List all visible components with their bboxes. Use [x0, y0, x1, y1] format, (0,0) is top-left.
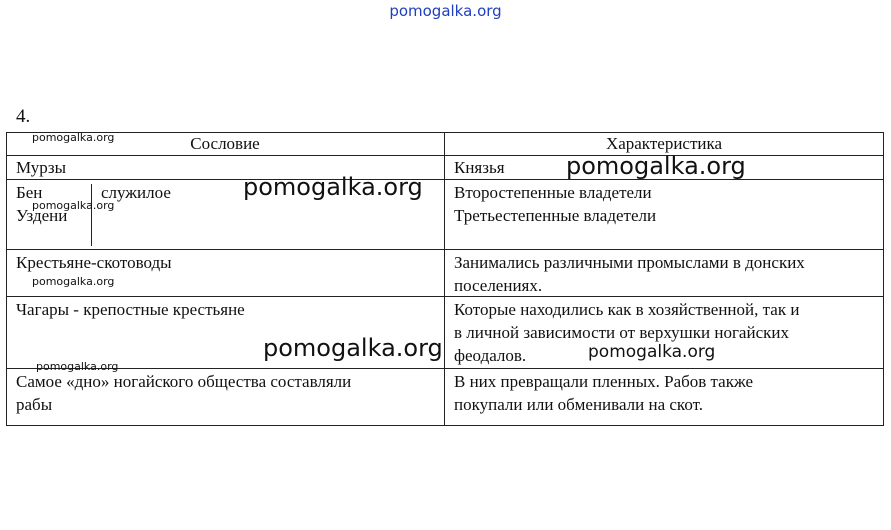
table-divider [6, 179, 884, 180]
watermark: pomogalka.org [588, 342, 716, 362]
table-cell: Князья [454, 158, 505, 177]
table-cell: Крестьяне-скотоводы [16, 253, 172, 272]
table-cell: Третьестепенные владетели [454, 206, 657, 225]
table-border-left [6, 132, 7, 426]
watermark: pomogalka.org [566, 152, 746, 180]
table-column-divider [444, 132, 445, 426]
table-cell: Которые находились как в хозяйственной, так и [454, 300, 800, 319]
table-cell: покупали или обменивали на скот. [454, 395, 703, 414]
table-cell: феодалов. [454, 346, 527, 365]
table-border-bottom [6, 425, 884, 426]
table-cell: служилое [101, 183, 171, 202]
subcell-divider [91, 184, 92, 246]
watermark: pomogalka.org [263, 334, 443, 362]
table-cell: в личной зависимости от верхушки ногайских [454, 323, 789, 342]
table-divider [6, 249, 884, 250]
table-cell: рабы [16, 395, 53, 414]
table-cell: Самое «дно» ногайского общества составляли [16, 372, 352, 391]
table-divider [6, 296, 884, 297]
table-cell: Уздени [16, 206, 68, 225]
table-cell: Бен [16, 183, 43, 202]
table-cell: В них превращали пленных. Рабов также [454, 372, 754, 391]
watermark: pomogalka.org [36, 360, 119, 373]
table-border-right [883, 132, 884, 426]
watermark: pomogalka.org [32, 199, 115, 212]
table-divider [6, 368, 884, 369]
estates-table [6, 132, 884, 426]
watermark-top: pomogalka.org [389, 2, 502, 20]
table-cell: Чагары - крепостные крестьяне [16, 300, 245, 319]
watermark: pomogalka.org [32, 275, 115, 288]
watermark: pomogalka.org [243, 173, 423, 201]
table-cell: Мурзы [16, 158, 67, 177]
table-divider [6, 155, 884, 156]
table-cell: поселениях. [454, 276, 543, 295]
header-estate: Сословие [190, 134, 260, 153]
header-characteristic: Характеристика [605, 134, 723, 153]
table-cell: Второстепенные владетели [454, 183, 652, 202]
table-cell: Занимались различными промыслами в донских [454, 253, 805, 272]
watermark: pomogalka.org [32, 131, 115, 144]
task-number: 4. [16, 106, 31, 127]
